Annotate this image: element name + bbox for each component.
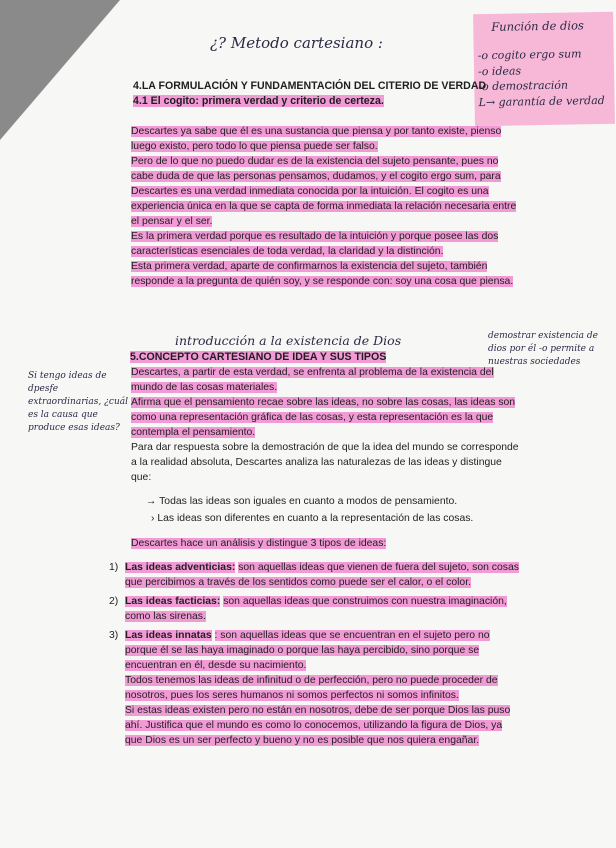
sticky-note — [473, 12, 615, 126]
paragraph: Descartes ya sabe que él es una sustancia que piensa y por tanto existe, pienso luego existo, pero todo lo que piensa puede ser falso. — [131, 126, 502, 152]
sticky-note-item: -o demostración — [478, 78, 569, 94]
sticky-note-list — [478, 46, 605, 110]
paragraph: Para dar respuesta sobre la demostración de que la idea del mundo se corresponde a la realidad absoluta, Descartes analiza las naturalezas de las ideas y distingue que: — [131, 442, 519, 483]
arrow-point: › Las ideas son diferentes en cuanto a la representación de las cosas. — [151, 513, 474, 524]
section-4-body — [131, 124, 523, 289]
margin-note-left: Si tengo ideas de dpesfe extraordinarias, ¿cuál es la causa que produce esas ideas? — [28, 371, 129, 433]
analysis-line: Descartes hace un análisis y distingue 3 tipos de ideas: — [131, 538, 387, 549]
handwritten-section-note: introducción a la existencia de Dios — [175, 333, 402, 348]
arrow-point: → Todas las ideas son iguales en cuanto a modos de pensamiento. — [146, 496, 458, 507]
section-4-heading: 4.LA FORMULACIÓN Y FUNDAMENTACIÓN DEL CITERIO DE VERDAD — [133, 80, 487, 92]
paragraph: Todos tenemos las ideas de infinitud o de perfección, pero no puede proceder de nosotros, pues los seres humanos ni somos perfectos ni somos infinitos. — [125, 675, 498, 701]
list-item: 2) Las ideas facticias: son aquellas ideas que construimos con nuestra imaginación, como las sirenas. — [109, 596, 507, 622]
handwritten-title: ¿? Metodo cartesiano : — [210, 34, 383, 52]
paragraph: Afirma que el pensamiento recae sobre las ideas, no sobre las cosas, las ideas son como una representación gráfica de las cosas, y esta representación es la que contempla el pensamiento. — [131, 397, 516, 438]
list-item: 1) Las ideas adventicias: son aquellas ideas que vienen de fuera del sujeto, son cosas que percibimos a través de los sentidos como puede ser el calor, o el color. — [109, 562, 519, 588]
section-4-1-heading: 4.1 El cogito: primera verdad y criterio de certeza. — [133, 95, 384, 107]
margin-note-right: demostrar existencia de dios por él -o permite a nuestras sociedades — [488, 331, 598, 367]
sticky-note-item: -o cogito ergo sum — [477, 47, 582, 63]
paragraph: Es la primera verdad porque es resultado de la intuición y porque posee las dos características esenciales de toda verdad, la claridad y la distinción. — [131, 231, 499, 257]
paragraph: Descartes, a partir de esta verdad, se enfrenta al problema de la existencia del mundo de las cosas materiales. — [131, 367, 494, 393]
paragraph: Si estas ideas existen pero no están en nosotros, debe de ser porque Dios las puso ahí. Justifica que el mundo es como lo conocemos, utilizando la figura de Dios, ya que Dios es un ser perfecto y bueno y no es posible que nos quiera engañar. — [125, 705, 511, 746]
section-5-heading: 5.CONCEPTO CARTESIANO DE IDEA Y SUS TIPOS — [130, 351, 387, 363]
sticky-note-title: Función de dios — [491, 18, 584, 34]
section-5-body — [131, 365, 523, 485]
list-item: 3) Las ideas innatas : son aquellas ideas que se encuentran en el sujeto pero no porque él se las haya imaginado o porque las haya percibido, sino porque se encuentran en él, desde su nacimiento. Todos tenemos las ideas de infinitud o de perfección, pero no puede proceder de nosotros, pues los seres humanos ni somos perfectos ni somos infinitos. Si estas ideas existen pero no están en nosotros, debe de ser porque Dios las puso ahí. Justifica que el mundo es como lo conocemos, utilizando la figura de Dios, ya que Dios es un ser perfecto y bueno y no es posible que nos quiera engañar. — [109, 628, 519, 748]
folded-corner — [0, 0, 120, 140]
idea-types-list — [109, 560, 519, 752]
sticky-note-item: L→ garantía de verdad — [478, 93, 605, 109]
paragraph: Pero de lo que no puedo dudar es de la existencia del sujeto pensante, pues no cabe duda de que las personas pensamos, dudamos, y el cogito ergo sum, para Descartes es una verdad inmediata conocida por la intuición. El cogito es una experiencia única en la que se capta de forma inmediata la relación necesaria entre el pensar y el ser. — [131, 156, 517, 227]
sticky-note-item: -o ideas — [477, 63, 522, 78]
paragraph: Esta primera verdad, aparte de confirmarnos la existencia del sujeto, también responde a la pregunta de quién soy, y se responde con: soy una cosa que piensa. — [131, 261, 514, 287]
